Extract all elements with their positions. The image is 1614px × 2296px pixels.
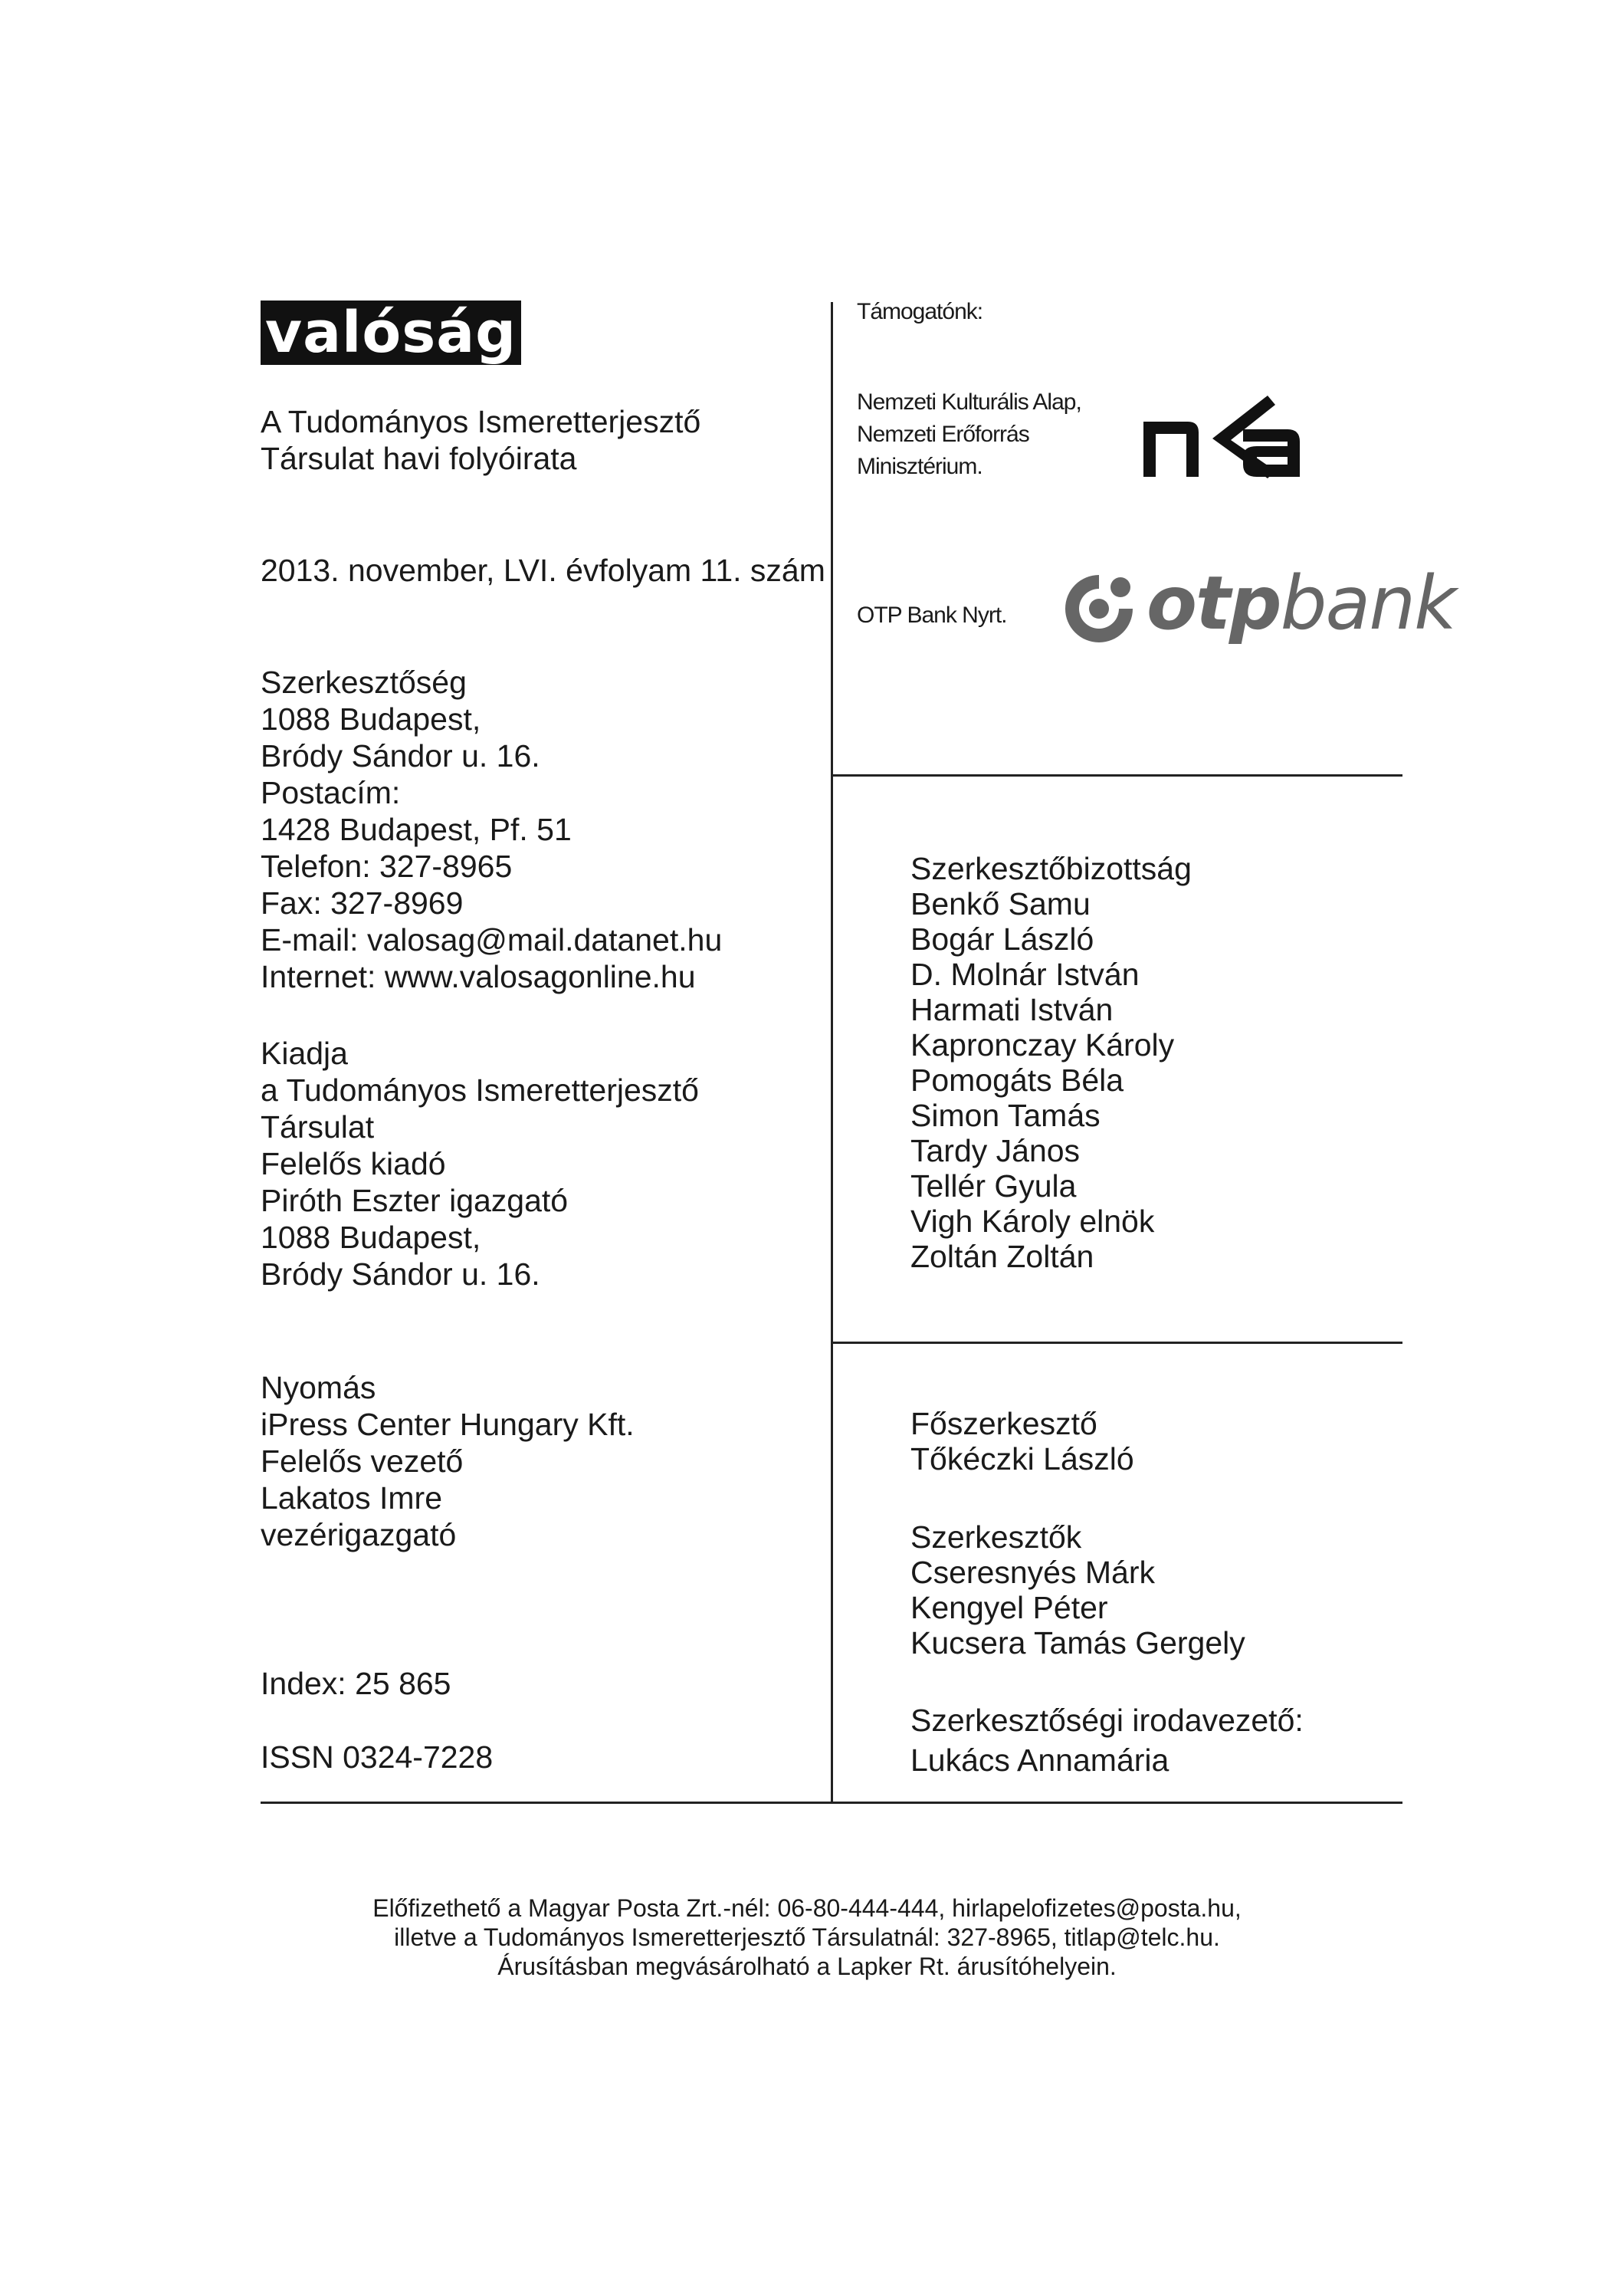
board-member: Tellér Gyula: [910, 1168, 1077, 1204]
publisher-line: Társulat: [261, 1109, 375, 1145]
sponsor-rule: [831, 774, 1402, 777]
board-member: Pomogáts Béla: [910, 1063, 1124, 1098]
printing-line: Felelős vezető: [261, 1444, 464, 1479]
column-divider: [831, 302, 833, 1803]
office-head: [910, 1700, 1304, 1780]
otp-label: OTP Bank Nyrt.: [857, 603, 1007, 628]
office-line: 1428 Budapest, Pf. 51: [261, 812, 572, 847]
office-line: Bródy Sándor u. 16.: [261, 738, 540, 774]
board-heading: Szerkesztőbizottság: [910, 851, 1192, 886]
index-number: Index: 25 865: [261, 1666, 451, 1701]
footer-line: Előfizethető a Magyar Posta Zrt.-nél: 06-80-444-444, hirlapelofizetes@posta.hu,: [372, 1894, 1242, 1922]
nka-line: Nemzeti Kulturális Alap,: [857, 389, 1081, 415]
printing-line: Nyomás: [261, 1370, 376, 1405]
printing-line: iPress Center Hungary Kft.: [261, 1407, 635, 1442]
publisher-block: [261, 1035, 699, 1293]
editor-name: Kucsera Tamás Gergely: [910, 1625, 1245, 1660]
board-member: Kapronczay Károly: [910, 1027, 1175, 1063]
publisher-line: a Tudományos Ismeretterjesztő: [261, 1072, 699, 1108]
office-line: Szerkesztőség: [261, 665, 467, 700]
issn-number: ISSN 0324-7228: [261, 1739, 494, 1775]
valosag-logo: valóság: [261, 301, 521, 365]
publisher-line: Kiadja: [261, 1036, 348, 1071]
editor-name: Cseresnyés Márk: [910, 1555, 1155, 1590]
board-member: Harmati István: [910, 992, 1114, 1027]
office-line: Internet: www.valosagonline.hu: [261, 959, 696, 994]
editor-name: Kengyel Péter: [910, 1590, 1108, 1625]
publisher-line: Piróth Eszter igazgató: [261, 1183, 569, 1218]
footer-line: Árusításban megvásárolható a Lapker Rt. árusítóhelyein.: [497, 1953, 1117, 1980]
office-head-name: Lukács Annamária: [910, 1743, 1169, 1778]
board-member: Simon Tamás: [910, 1098, 1101, 1133]
office-line: 1088 Budapest,: [261, 701, 481, 737]
nka-text: [857, 386, 1081, 483]
board-member: D. Molnár István: [910, 957, 1140, 992]
otp-wordmark-bold: otp: [1147, 560, 1281, 646]
office-line: Postacím:: [261, 775, 401, 810]
issue-line: 2013. november, LVI. évfolyam 11. szám: [261, 553, 825, 588]
office-line: Fax: 327-8969: [261, 885, 464, 921]
subtitle-line: Társulat havi folyóirata: [261, 441, 577, 476]
nka-line: Minisztérium.: [857, 454, 983, 479]
nka-line: Nemzeti Erőforrás: [857, 422, 1029, 447]
printing-line: vezérigazgató: [261, 1517, 457, 1552]
publisher-line: 1088 Budapest,: [261, 1220, 481, 1255]
subtitle-line: A Tudományos Ismeretterjesztő: [261, 404, 701, 439]
subscription-footer: [0, 1894, 1614, 1981]
board-member: Bogár László: [910, 921, 1094, 957]
editors: [910, 1519, 1245, 1660]
editors-heading: Szerkesztők: [910, 1519, 1082, 1555]
printing-block: [261, 1369, 635, 1553]
masthead-subtitle: [261, 403, 700, 477]
board-member: Zoltán Zoltán: [910, 1239, 1094, 1274]
office-line: Telefon: 327-8965: [261, 849, 513, 884]
office-line: E-mail: valosag@mail.datanet.hu: [261, 922, 723, 957]
editorial-office: [261, 664, 722, 995]
otp-swirl-icon: [1061, 570, 1137, 647]
sponsors-heading: Támogatónk:: [857, 299, 983, 324]
editorial-board: [910, 851, 1192, 1274]
footer-line: illetve a Tudományos Ismeretterjesztő Társulatnál: 327-8965, titlap@telc.hu.: [394, 1923, 1220, 1951]
publisher-line: Felelős kiadó: [261, 1146, 446, 1181]
printing-line: Lakatos Imre: [261, 1480, 442, 1516]
chief-editor-name: Tőkéczki László: [910, 1441, 1134, 1476]
board-rule: [831, 1342, 1402, 1344]
publisher-line: Bródy Sándor u. 16.: [261, 1256, 540, 1292]
chief-editor: [910, 1406, 1134, 1476]
board-member: Benkő Samu: [910, 886, 1091, 921]
office-head-heading: Szerkesztőségi irodavezető:: [910, 1703, 1304, 1738]
board-member: Tardy János: [910, 1133, 1081, 1168]
otp-wordmark-light: bank: [1280, 560, 1455, 646]
board-member: Vigh Károly elnök: [910, 1204, 1155, 1239]
chief-editor-heading: Főszerkesztő: [910, 1406, 1097, 1441]
bottom-rule: [261, 1802, 1402, 1804]
otp-wordmark: [1147, 561, 1455, 645]
nka-logo: [1137, 380, 1306, 480]
